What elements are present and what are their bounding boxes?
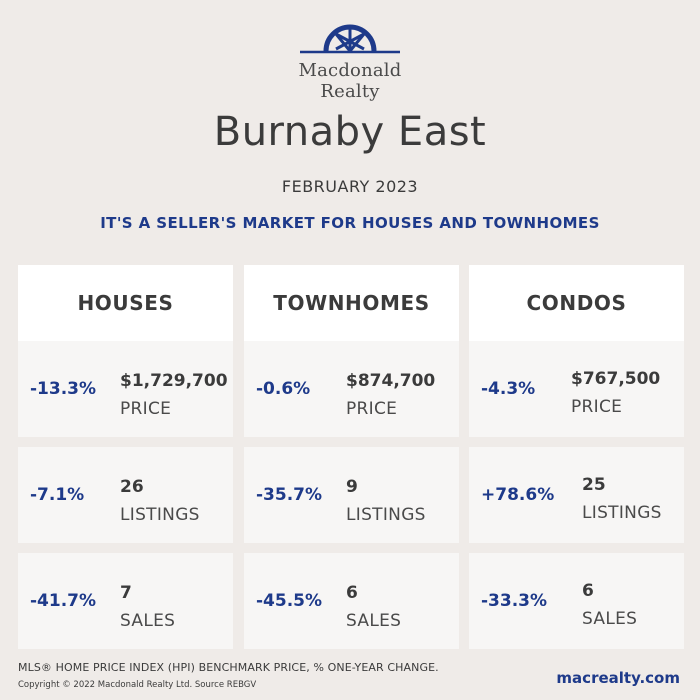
sales-change: -33.3% (481, 591, 548, 611)
price-value: $767,500 (571, 369, 661, 389)
listings-value: 25 (582, 475, 606, 495)
methodology-note: MLS® HOME PRICE INDEX (HPI) BENCHMARK PRICE, % ONE-YEAR CHANGE. (18, 661, 439, 674)
sales-change: -41.7% (30, 591, 97, 611)
report-month: FEBRUARY 2023 (281, 177, 419, 196)
column-header: CONDOS (469, 265, 684, 341)
brand-name-line1: Macdonald (298, 60, 402, 81)
houses-column (18, 265, 233, 649)
website-link[interactable]: macrealty.com (556, 669, 680, 687)
sales-label: SALES (120, 611, 176, 631)
sales-change: -45.5% (256, 591, 323, 611)
sales-label: SALES (582, 609, 638, 629)
listings-change: +78.6% (481, 485, 555, 505)
price-label: PRICE (571, 397, 623, 417)
listings-cell (469, 447, 684, 543)
listings-value: 26 (120, 477, 144, 497)
listings-cell (18, 447, 233, 543)
price-cell (469, 341, 684, 437)
copyright-notice: Copyright © 2022 Macdonald Realty Ltd. Source REBGV (18, 680, 257, 690)
sales-cell (18, 553, 233, 649)
sales-value: 7 (120, 583, 132, 603)
price-value: $874,700 (346, 371, 436, 391)
sales-cell (469, 553, 684, 649)
sales-label: SALES (346, 611, 402, 631)
price-value: $1,729,700 (120, 371, 228, 391)
sales-value: 6 (582, 581, 594, 601)
column-header: TOWNHOMES (244, 265, 459, 341)
price-label: PRICE (120, 399, 172, 419)
price-cell (244, 341, 459, 437)
sales-cell (244, 553, 459, 649)
listings-cell (244, 447, 459, 543)
listings-value: 9 (346, 477, 358, 497)
listings-change: -35.7% (256, 485, 323, 505)
listings-label: LISTINGS (120, 505, 200, 525)
page-title: Burnaby East (213, 109, 487, 155)
price-change: -13.3% (30, 379, 97, 399)
townhomes-column (244, 265, 459, 649)
price-label: PRICE (346, 399, 398, 419)
listings-label: LISTINGS (582, 503, 662, 523)
price-cell (18, 341, 233, 437)
condos-column (469, 265, 684, 649)
price-change: -4.3% (481, 379, 536, 399)
column-header: HOUSES (18, 265, 233, 341)
macdonald-realty-emblem-icon (300, 20, 400, 54)
brand-logo (0, 20, 700, 102)
market-tagline: IT'S A SELLER'S MARKET FOR HOUSES AND TOWNHOMES (100, 214, 600, 232)
price-change: -0.6% (256, 379, 311, 399)
listings-label: LISTINGS (346, 505, 426, 525)
listings-change: -7.1% (30, 485, 85, 505)
brand-name-line2: Realty (320, 81, 380, 102)
sales-value: 6 (346, 583, 358, 603)
